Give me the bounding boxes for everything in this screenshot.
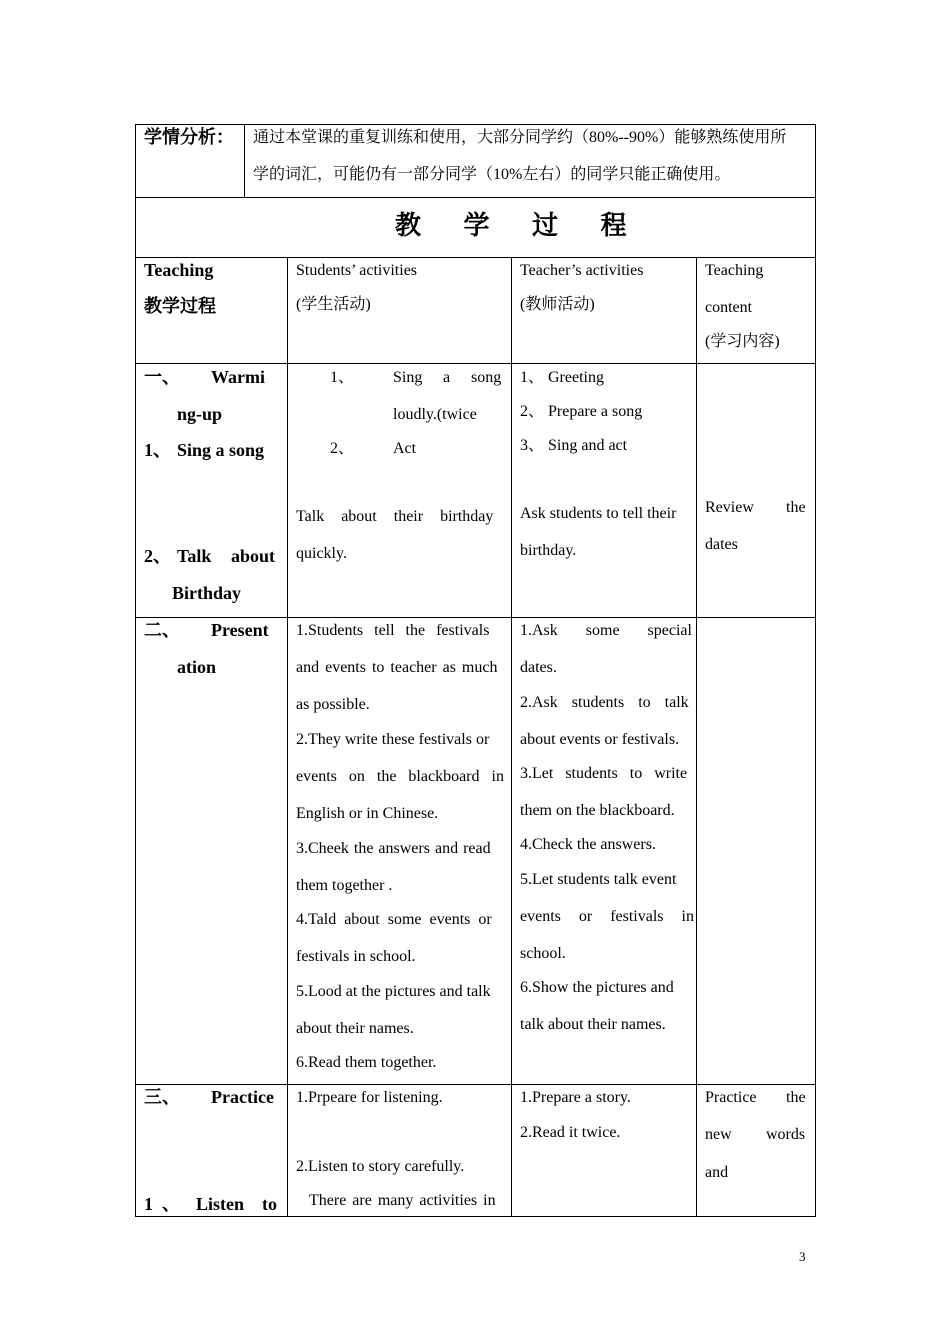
analysis-label: 学情分析： bbox=[144, 127, 234, 147]
presentation-student-line: them together . bbox=[296, 877, 393, 894]
warmup-step-b: ng-up bbox=[177, 404, 223, 424]
presentation-teacher-line: 5.Let students talk event bbox=[520, 871, 677, 888]
col-divider-1 bbox=[287, 257, 288, 1217]
warmup-content-1b: the bbox=[786, 499, 806, 516]
header-teaching-cn: 教学过程 bbox=[144, 296, 216, 316]
warmup-sub2-num: 2、 bbox=[144, 546, 171, 566]
practice-student-1: 1.Prpeare for listening. bbox=[296, 1089, 443, 1106]
presentation-step-num: 二、 bbox=[144, 620, 180, 640]
presentation-student-line: 1.Students tell the festivals bbox=[296, 622, 490, 639]
practice-sub1-num: 1 bbox=[144, 1194, 153, 1214]
analysis-line-1: 通过本堂课的重复训练和使用，大部分同学约（80%--90%）能够熟练使用所 bbox=[253, 129, 787, 146]
page-number: 3 bbox=[799, 1249, 806, 1264]
presentation-teacher-line: 2.Ask students to talk bbox=[520, 694, 689, 711]
practice-student-2: 2.Listen to story carefully. bbox=[296, 1158, 465, 1175]
header-content-2: content bbox=[705, 299, 753, 316]
warmup-sub1: Sing a song bbox=[177, 440, 265, 460]
presentation-teacher-line: dates. bbox=[520, 659, 557, 676]
table-border-right bbox=[815, 124, 816, 1217]
warmup-teacher-3: 3、 Sing and act bbox=[520, 437, 628, 454]
warmup-teacher-2: 2、 Prepare a song bbox=[520, 403, 643, 420]
practice-step-num: 三、 bbox=[144, 1087, 180, 1107]
col-divider-2 bbox=[511, 257, 512, 1217]
warmup-student-2: Act bbox=[393, 440, 417, 457]
warmup-step-a: Warmi bbox=[211, 367, 265, 387]
presentation-student-line: as possible. bbox=[296, 696, 370, 713]
header-teaching: Teaching bbox=[144, 260, 214, 280]
process-title: 教 学 过 程 bbox=[395, 211, 645, 240]
analysis-divider bbox=[244, 124, 245, 197]
col-divider-3 bbox=[696, 257, 697, 1217]
table-border-left bbox=[135, 124, 136, 1217]
warmup-teacher-4b: birthday. bbox=[520, 542, 577, 559]
practice-sub1-sep: 、 bbox=[162, 1194, 180, 1214]
warmup-student-1a: Sing bbox=[393, 369, 423, 386]
presentation-step-a: Present bbox=[211, 620, 269, 640]
presentation-teacher-line: 4.Check the answers. bbox=[520, 836, 656, 853]
presentation-teacher-line: 3.Let students to write bbox=[520, 765, 688, 782]
practice-teacher-1: 1.Prepare a story. bbox=[520, 1089, 631, 1106]
practice-sub1-a: Listen bbox=[196, 1194, 245, 1214]
warmup-student-talk-2: quickly. bbox=[296, 545, 347, 562]
warmup-student-1c: song bbox=[471, 369, 502, 386]
header-students-cn: (学生活动) bbox=[296, 296, 371, 313]
warmup-student-1d: loudly.(twice bbox=[393, 406, 477, 423]
presentation-student-line: events on the blackboard in bbox=[296, 768, 504, 785]
presentation-student-line: festivals in school. bbox=[296, 948, 416, 965]
warmup-student-num-1: 1、 bbox=[330, 369, 355, 386]
warmup-student-talk-1-text: Talk about their birthday bbox=[296, 508, 494, 525]
analysis-line-2: 学的词汇，可能仍有一部分同学（10%左右）的同学只能正确使用。 bbox=[253, 166, 731, 183]
presentation-student-line: 5.Lood at the pictures and talk bbox=[296, 983, 491, 1000]
presentation-teacher-line: 1.Ask some special bbox=[520, 622, 692, 639]
warmup-student-1b: a bbox=[443, 369, 451, 386]
warmup-sub2-a: Talk bbox=[177, 546, 212, 566]
practice-content-2a: new bbox=[705, 1126, 732, 1143]
warmup-teacher-1: 1、 Greeting bbox=[520, 369, 604, 386]
presentation-teacher-line: events or festivals in bbox=[520, 908, 694, 925]
header-content-cn: (学习内容) bbox=[705, 333, 780, 350]
presentation-teacher-line: about events or festivals. bbox=[520, 731, 680, 748]
presentation-student-line: 4.Tald about some events or bbox=[296, 911, 492, 928]
warmup-content-1a: Review bbox=[705, 499, 754, 516]
warmup-sub2-c: Birthday bbox=[172, 583, 242, 603]
presentation-step-b: ation bbox=[177, 657, 217, 677]
practice-step-a: Practice bbox=[211, 1087, 274, 1107]
presentation-teacher-line: them on the blackboard. bbox=[520, 802, 675, 819]
practice-content-1a: Practice bbox=[705, 1089, 757, 1106]
header-students: Students’ activities bbox=[296, 262, 418, 279]
practice-sub1-b: to bbox=[262, 1194, 277, 1214]
presentation-student-line: 2.They write these festivals or bbox=[296, 731, 490, 748]
row-divider-analysis bbox=[135, 197, 816, 198]
presentation-teacher-line: talk about their names. bbox=[520, 1016, 666, 1033]
warmup-sub1-num: 1、 bbox=[144, 440, 171, 460]
practice-student-3: There are many activities in bbox=[309, 1192, 496, 1209]
presentation-student-line: English or in Chinese. bbox=[296, 805, 439, 822]
presentation-student-line: 6.Read them together. bbox=[296, 1054, 437, 1071]
practice-content-1b: the bbox=[786, 1089, 806, 1106]
practice-content-2b: words bbox=[766, 1126, 806, 1143]
presentation-teacher-line: 6.Show the pictures and bbox=[520, 979, 674, 996]
warmup-student-talk-1 bbox=[296, 498, 503, 535]
warmup-step-num: 一、 bbox=[144, 367, 180, 387]
presentation-student-line: and events to teacher as much bbox=[296, 659, 498, 676]
presentation-student-line: 3.Cheek the answers and read bbox=[296, 840, 491, 857]
warmup-content-2: dates bbox=[705, 536, 738, 553]
presentation-student-line: about their names. bbox=[296, 1020, 414, 1037]
warmup-student-num-2: 2、 bbox=[330, 440, 355, 457]
presentation-teacher-line: school. bbox=[520, 945, 566, 962]
header-content: Teaching bbox=[705, 262, 764, 279]
practice-teacher-2: 2.Read it twice. bbox=[520, 1124, 621, 1141]
warmup-sub2-b: about bbox=[231, 546, 276, 566]
header-teacher-cn: (教师活动) bbox=[520, 296, 595, 313]
warmup-teacher-4a: Ask students to tell their bbox=[520, 505, 677, 522]
practice-content-3: and bbox=[705, 1164, 729, 1181]
header-teacher: Teacher’s activities bbox=[520, 262, 644, 279]
